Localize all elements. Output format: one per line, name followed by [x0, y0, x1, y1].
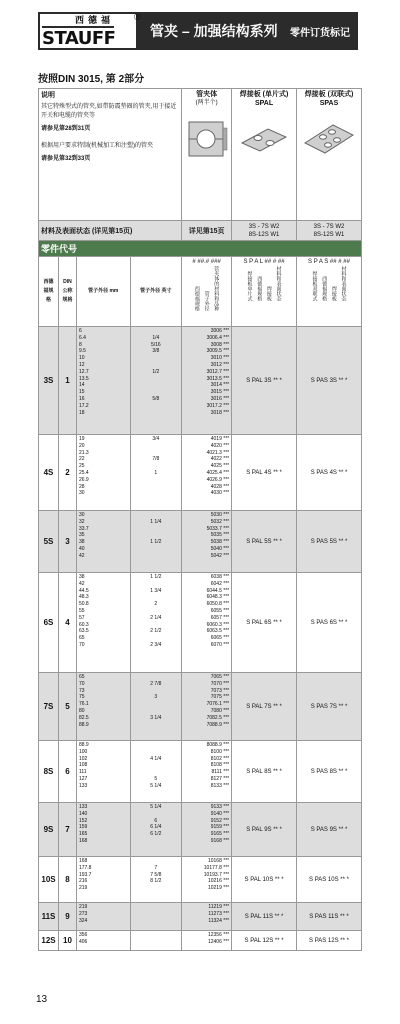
body-code-head	[182, 257, 232, 327]
body-label-series: 西德福规格	[193, 286, 200, 311]
spal-code-cell: S PAL 5S ** *	[232, 511, 297, 573]
spas-plate-image	[299, 114, 359, 164]
body-code-cell: 10168 *** 10177.8 *** 10193.7 *** 10216 *** 10219 ***	[182, 857, 232, 903]
clamp-body-drawing	[185, 116, 229, 162]
spal-code-cell: S PAL 7S ** *	[232, 673, 297, 741]
od-in-cell	[130, 903, 182, 931]
din-cell: 5	[58, 673, 76, 741]
od-in-cell: 1/4 5/16 3/8 1/2 5/8	[130, 327, 182, 435]
material-spal: 3S - 7S W2 8S-12S W1	[232, 221, 297, 241]
spas-label-plate: 焊接板	[330, 286, 337, 301]
spas-code-cell: S PAS 10S ** *	[297, 857, 362, 903]
od-mm-cell: 6 6.4 8 9.5 10 12 12.7 13.5 14 15 16 17.2 18	[76, 327, 130, 435]
spas-label-material: 材料和表面状态	[340, 266, 347, 301]
table-row	[39, 857, 362, 903]
body-title: 管夹体	[196, 91, 218, 98]
din-cell: 10	[58, 931, 76, 951]
od-mm-cell: 219 273 324	[76, 903, 130, 931]
body-code-cell: 6038 *** 6042 *** 6044.5 *** 6048.3 *** 6050.8 *** 6055 *** 6057 *** 6060.3 *** 6063.5 *** 6065 *** 6070 ***	[182, 573, 232, 673]
od-mm-cell: 133 140 152 159 165 168	[76, 803, 130, 857]
spas-code-cell: S PAS 7S ** *	[297, 673, 362, 741]
din-cell: 7	[58, 803, 76, 857]
description-title: 说明	[41, 92, 55, 99]
od-in-head: 管子外径 英寸	[130, 257, 182, 327]
spal-label-series: 西德福规格	[256, 276, 263, 301]
stauff-logo	[38, 12, 138, 50]
spas-code-cell: S PAS 3S ** *	[297, 327, 362, 435]
din-head: DIN公称规格	[58, 257, 76, 327]
body-code-cell: 4019 *** 4020 *** 4021.3 *** 4022 *** 4025 *** 4025.4 *** 4026.9 *** 4028 *** 4030 ***	[182, 435, 232, 511]
logo-en: STAUFF	[42, 28, 116, 49]
spal-code-cell: S PAL 10S ** *	[232, 857, 297, 903]
spas-code-cell: S PAS 4S ** *	[297, 435, 362, 511]
body-code-cell: 12356 *** 12406 ***	[182, 931, 232, 951]
series-cell: 10S	[39, 857, 59, 903]
spal-code: SPAL	[254, 100, 274, 107]
rows-body	[39, 327, 362, 951]
din-cell: 1	[58, 327, 76, 435]
body-subtitle: (两半个)	[195, 100, 218, 106]
spas-code-cell: S PAS 6S ** *	[297, 573, 362, 673]
spas-column-head	[297, 89, 362, 221]
page-number: 13	[36, 994, 48, 1005]
spas-code-cell: S PAS 11S ** *	[297, 903, 362, 931]
table-row	[39, 327, 362, 435]
body-label-material: 管夹体的材料和品种	[213, 266, 220, 311]
od-in-cell: 1 1/4 1 1/2	[130, 511, 182, 573]
description-cell	[39, 89, 182, 221]
spas-code: SPAS	[319, 100, 339, 107]
spas-code-cell: S PAS 9S ** *	[297, 803, 362, 857]
od-mm-cell: 88.9 100 102 108 111 127 133	[76, 741, 130, 803]
od-in-cell: 7 7 5/8 8 1/2	[130, 857, 182, 903]
od-mm-cell: 30 32 33.7 35 38 40 42	[76, 511, 130, 573]
spas-code-head	[297, 257, 362, 327]
table-row	[39, 511, 362, 573]
body-code-pattern: # ##.# ###	[192, 259, 221, 265]
body-column-head	[182, 89, 232, 221]
body-code-cell: 8088.9 *** 8100 *** 8102 *** 8108 *** 8111 *** 8127 *** 8133 ***	[182, 741, 232, 803]
table-row	[39, 903, 362, 931]
series-cell: 5S	[39, 511, 59, 573]
series-cell: 11S	[39, 903, 59, 931]
din-cell: 6	[58, 741, 76, 803]
series-head: 西德福规格	[39, 257, 59, 327]
description-ref-2: 请参见第32到33页	[41, 156, 91, 162]
od-mm-head: 管子外径 mm	[76, 257, 130, 327]
spas-label-series: 西德福规格	[321, 276, 328, 301]
od-mm-cell: 19 20 21.3 22 25 25.4 26.9 28 30	[76, 435, 130, 511]
spal-label-plate: 焊接板	[265, 286, 272, 301]
table-row	[39, 435, 362, 511]
clamp-table	[38, 88, 362, 951]
body-code-cell: 5030 *** 5032 *** 5033.7 *** 5035 *** 5038 *** 5040 *** 5042 ***	[182, 511, 232, 573]
series-cell: 4S	[39, 435, 59, 511]
spal-label-type: 焊接板单片式	[246, 271, 253, 301]
spal-code-cell: S PAL 8S ** *	[232, 741, 297, 803]
body-code-cell: 3006 *** 3006.4 *** 3008 *** 3009.5 *** 3010 *** 3012 *** 3012.7 *** 3013.5 *** 3014 *** 3015 *** 3016 *** 3017.2 *** 3018 ***	[182, 327, 232, 435]
clamp-body-image	[184, 114, 229, 164]
series-cell: 6S	[39, 573, 59, 673]
material-spas: 3S - 7S W2 8S-12S W1	[297, 221, 362, 241]
od-mm-cell: 168 177.8 193.7 216 219	[76, 857, 130, 903]
spas-plate-drawing	[301, 117, 357, 161]
din-cell: 8	[58, 857, 76, 903]
din-cell: 3	[58, 511, 76, 573]
series-cell: 9S	[39, 803, 59, 857]
din-cell: 9	[58, 903, 76, 931]
series-cell: 3S	[39, 327, 59, 435]
din-cell: 2	[58, 435, 76, 511]
spal-code-head	[232, 257, 297, 327]
spas-code-cell: S PAS 5S ** *	[297, 511, 362, 573]
spal-code-cell: S PAL 12S ** *	[232, 931, 297, 951]
description-text-2: 根据用户要求特制(机械加工和注塑)的管夹	[41, 143, 153, 149]
part-number-label: 零件代号	[39, 241, 362, 257]
header-right-label: 零件订货标记	[290, 27, 350, 39]
od-in-cell: 1 1/2 1 3/4 2 2 1/4 2 1/2 2 3/4	[130, 573, 182, 673]
table-row	[39, 741, 362, 803]
spal-code-pattern: S P A L ## # ##	[243, 259, 285, 265]
registered-mark: ®	[134, 12, 141, 22]
material-body: 详见第15页	[182, 221, 232, 241]
series-cell: 12S	[39, 931, 59, 951]
series-cell: 8S	[39, 741, 59, 803]
material-label: 材料及表面状态 (详见第15页)	[39, 221, 182, 241]
description-text-1: 其它特殊型式的管夹,如带防震垫圈的管夹,用于接近开关和电缆的管夹等	[41, 104, 177, 119]
table-row	[39, 673, 362, 741]
body-code-cell: 11219 *** 11273 *** 11324 ***	[182, 903, 232, 931]
od-mm-cell: 38 42 44.5 48.3 50.8 55 57 60.3 63.5 65 70	[76, 573, 130, 673]
spal-code-cell: S PAL 11S ** *	[232, 903, 297, 931]
spal-code-cell: S PAL 3S ** *	[232, 327, 297, 435]
page-title: 管夹 – 加强结构系列	[150, 23, 278, 39]
od-mm-cell: 65 70 73 75 76.1 80 82.5 88.9	[76, 673, 130, 741]
spal-code-cell: S PAL 9S ** *	[232, 803, 297, 857]
od-in-cell: 3/4 7/8 1	[130, 435, 182, 511]
spas-code-cell: S PAS 8S ** *	[297, 741, 362, 803]
header-bar	[38, 12, 358, 50]
description-ref-1: 请参见第28到31页	[41, 126, 91, 132]
body-label-od: 管子外径	[203, 291, 210, 311]
spal-plate-drawing	[238, 119, 290, 159]
din-cell: 4	[58, 573, 76, 673]
spal-plate-image	[234, 114, 294, 164]
spal-label-material: 材料和表面状态	[275, 266, 282, 301]
body-code-cell: 9133 *** 9140 *** 9152 *** 9159 *** 9165 *** 9168 ***	[182, 803, 232, 857]
table-row	[39, 573, 362, 673]
od-in-cell: 5 1/4 6 6 1/4 6 1/2	[130, 803, 182, 857]
table-row	[39, 803, 362, 857]
body-code-cell: 7065 *** 7070 *** 7073 *** 7075 *** 7076.1 *** 7080 *** 7082.5 *** 7088.9 ***	[182, 673, 232, 741]
standard-label: 按照DIN 3015, 第 2部分	[38, 74, 145, 85]
spas-title: 焊接板 (双联式)	[304, 91, 354, 98]
spas-code-pattern: S P A S ## # ##	[308, 259, 350, 265]
spal-code-cell: S PAL 6S ** *	[232, 573, 297, 673]
spal-code-cell: S PAL 4S ** *	[232, 435, 297, 511]
od-in-cell: 2 7/8 3 3 1/4	[130, 673, 182, 741]
spas-code-cell: S PAS 12S ** *	[297, 931, 362, 951]
spal-title: 焊接板 (单片式)	[239, 91, 289, 98]
od-mm-cell: 356 406	[76, 931, 130, 951]
series-cell: 7S	[39, 673, 59, 741]
spal-column-head	[232, 89, 297, 221]
spas-label-type: 焊接板双联式	[311, 271, 318, 301]
od-in-cell	[130, 931, 182, 951]
table-row	[39, 931, 362, 951]
logo-cn: 西德福	[42, 13, 114, 28]
od-in-cell: 4 1/4 5 5 1/4	[130, 741, 182, 803]
